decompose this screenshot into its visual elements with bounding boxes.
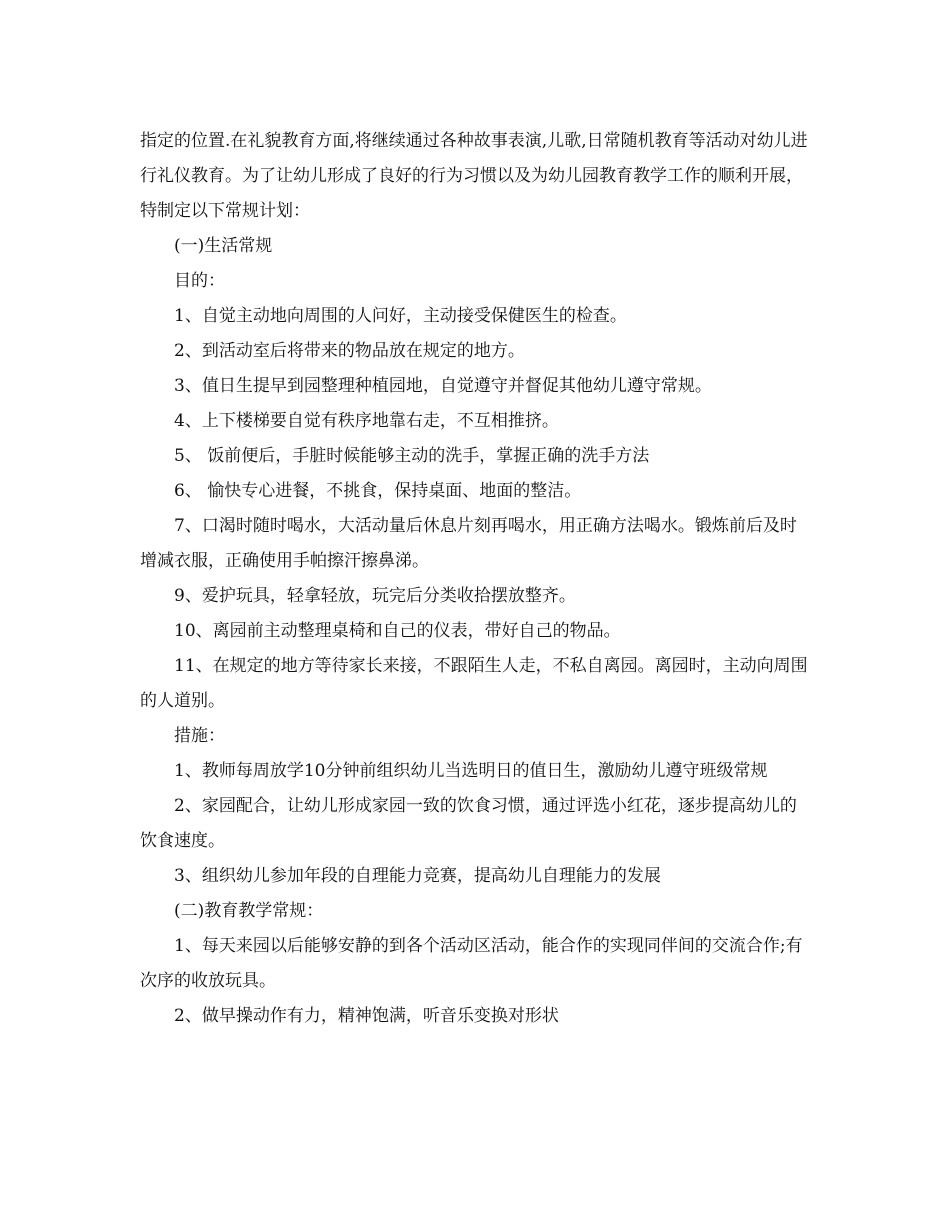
section-heading-teaching-routine: (二)教育教学常规： <box>174 901 324 921</box>
list-item: 10、离园前主动整理桌椅和自己的仪表，带好自己的物品。 <box>174 621 621 641</box>
subheading-measures: 措施： <box>174 726 225 746</box>
list-item: 1、自觉主动地向周围的人问好，主动接受保健医生的检查。 <box>174 306 627 326</box>
list-item: 1、教师每周放学10分钟前组织幼儿当选明日的值日生，激励幼儿遵守班级常规 <box>174 761 768 781</box>
list-item: 5、 饭前便后，手脏时候能够主动的洗手，掌握正确的洗手方法 <box>174 446 650 466</box>
list-item: 7、口渴时随时喝水，大活动量后休息片刻再喝水，用正确方法喝水。锻炼前后及时增减衣服，正确使用手帕擦汗擦鼻涕。 <box>140 516 797 571</box>
list-item: 2、做早操动作有力，精神饱满，听音乐变换对形状 <box>174 1006 559 1026</box>
list-item: 4、上下楼梯要自觉有秩序地靠右走，不互相推挤。 <box>174 411 559 431</box>
list-item: 3、组织幼儿参加年段的自理能力竞赛，提高幼儿自理能力的发展 <box>174 866 661 886</box>
document-body <box>140 124 812 1034</box>
list-item: 11、在规定的地方等待家长来接，不跟陌生人走，不私自离园。离园时，主动向周围的人道别。 <box>140 656 808 711</box>
paragraph-intro: 指定的位置.在礼貌教育方面,将继续通过各种故事表演,儿歌,日常随机教育等活动对幼儿进行礼仪教育。为了让幼儿形成了良好的行为习惯以及为幼儿园教育教学工作的顺利开展，特制定以下常规计划： <box>140 131 808 221</box>
list-item: 9、爱护玩具，轻拿轻放，玩完后分类收拾摆放整齐。 <box>174 586 576 606</box>
list-item: 1、每天来园以后能够安静的到各个活动区活动，能合作的实现同伴间的交流合作;有次序的收放玩具。 <box>140 936 803 991</box>
list-item: 6、 愉快专心进餐，不挑食，保持桌面、地面的整洁。 <box>174 481 582 501</box>
list-item: 3、值日生提早到园整理种植园地，自觉遵守并督促其他幼儿遵守常规。 <box>174 376 712 396</box>
list-item: 2、到活动室后将带来的物品放在规定的地方。 <box>174 341 525 361</box>
subheading-goals: 目的： <box>174 271 225 291</box>
section-heading-life-routine: (一)生活常规 <box>174 236 273 256</box>
list-item: 2、家园配合，让幼儿形成家园一致的饮食习惯，通过评选小红花，逐步提高幼儿的饮食速度。 <box>140 796 797 851</box>
